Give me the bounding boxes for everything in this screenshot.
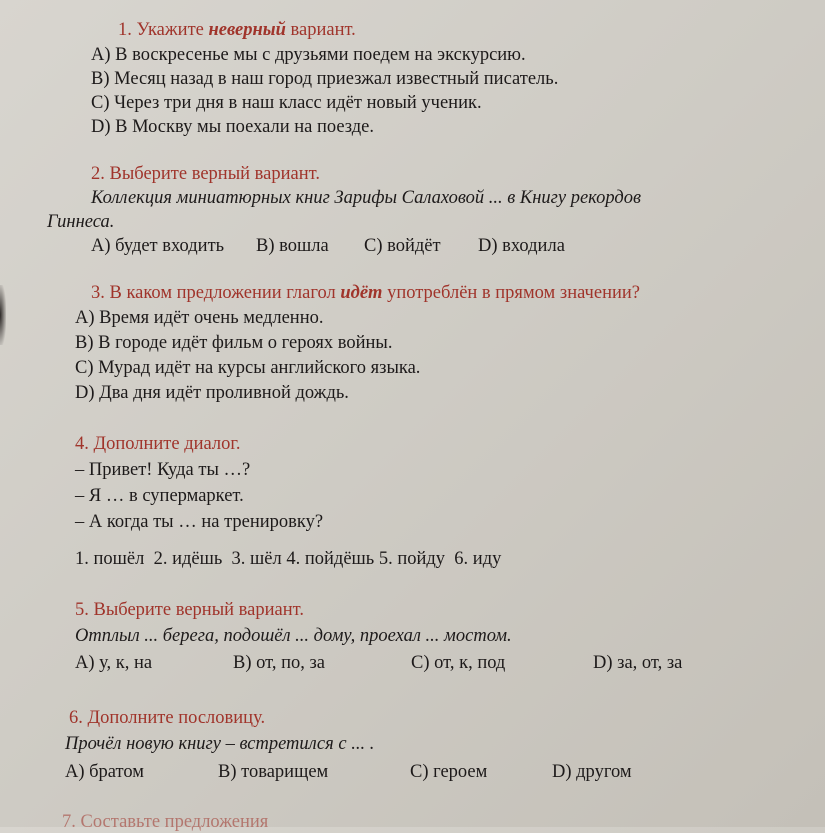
q7-heading-partial: 7. Составьте предложения (62, 812, 269, 832)
q3-option-d: D) Два дня идёт проливной дождь. (75, 383, 349, 403)
q6-option-a: A) братом (65, 762, 144, 782)
q5-option-a: A) у, к, на (75, 653, 153, 673)
q6-option-d: D) другом (552, 762, 632, 782)
q6-option-b: B) товарищем (218, 762, 329, 782)
q5-text: Отплыл ... берега, подошёл ... дому, проехал ... мостом. (75, 626, 512, 646)
q5-option-b: B) от, по, за (233, 653, 325, 673)
q3-option-c: C) Мурад идёт на курсы английского языка. (75, 358, 421, 378)
q2-option-b: B) вошла (256, 236, 329, 256)
q4-dialog-line-1: – Привет! Куда ты …? (75, 460, 251, 480)
q6-heading: 6. Дополните пословицу. (69, 708, 266, 728)
q5-heading: 5. Выберите верный вариант. (75, 600, 304, 620)
q3-heading (91, 283, 640, 304)
q2-option-d: D) входила (478, 236, 565, 256)
q1-heading-pre: 1. Укажите (118, 20, 209, 40)
q2-option-c: C) войдёт (364, 236, 441, 256)
q4-dialog-line-3: – А когда ты … на тренировку? (75, 512, 324, 532)
q5-option-d: D) за, от, за (593, 653, 683, 673)
q2-option-a: A) будет входить (91, 236, 225, 256)
q4-answer-options: 1. пошёл 2. идёшь 3. шёл 4. пойдёшь 5. пойду 6. иду (75, 549, 502, 569)
page-edge-shadow (0, 285, 6, 345)
q6-text: Прочёл новую книгу – встретился с ... . (65, 734, 375, 754)
q5-option-c: C) от, к, под (411, 653, 506, 673)
q2-heading: 2. Выберите верный вариант. (91, 164, 320, 184)
q2-text-line1: Коллекция миниатюрных книг Зарифы Салаховой ... в Книгу рекордов (91, 188, 642, 208)
q1-heading-post: вариант. (285, 20, 356, 40)
q3-heading-emphasis: идёт (340, 283, 383, 303)
q3-heading-post: употреблён в прямом значении? (382, 283, 640, 303)
q1-heading-emphasis: неверный (208, 20, 286, 40)
q6-option-c: C) героем (410, 762, 488, 782)
q4-heading: 4. Дополните диалог. (75, 434, 241, 454)
q1-option-c: C) Через три дня в наш класс идёт новый ученик. (91, 93, 482, 113)
q1-option-d: D) В Москву мы поехали на поезде. (91, 117, 375, 137)
q3-option-a: A) Время идёт очень медленно. (75, 308, 324, 328)
q2-text-line2: Гиннеса. (47, 212, 115, 232)
q1-option-a: A) В воскресенье мы с друзьями поедем на экскурсию. (91, 45, 526, 65)
q3-option-b: B) В городе идёт фильм о героях войны. (75, 333, 393, 353)
q4-dialog-line-2: – Я … в супермаркет. (75, 486, 244, 506)
q1-option-b: B) Месяц назад в наш город приезжал известный писатель. (91, 69, 559, 89)
q1-heading (118, 20, 356, 41)
q3-heading-pre: 3. В каком предложении глагол (91, 283, 341, 303)
